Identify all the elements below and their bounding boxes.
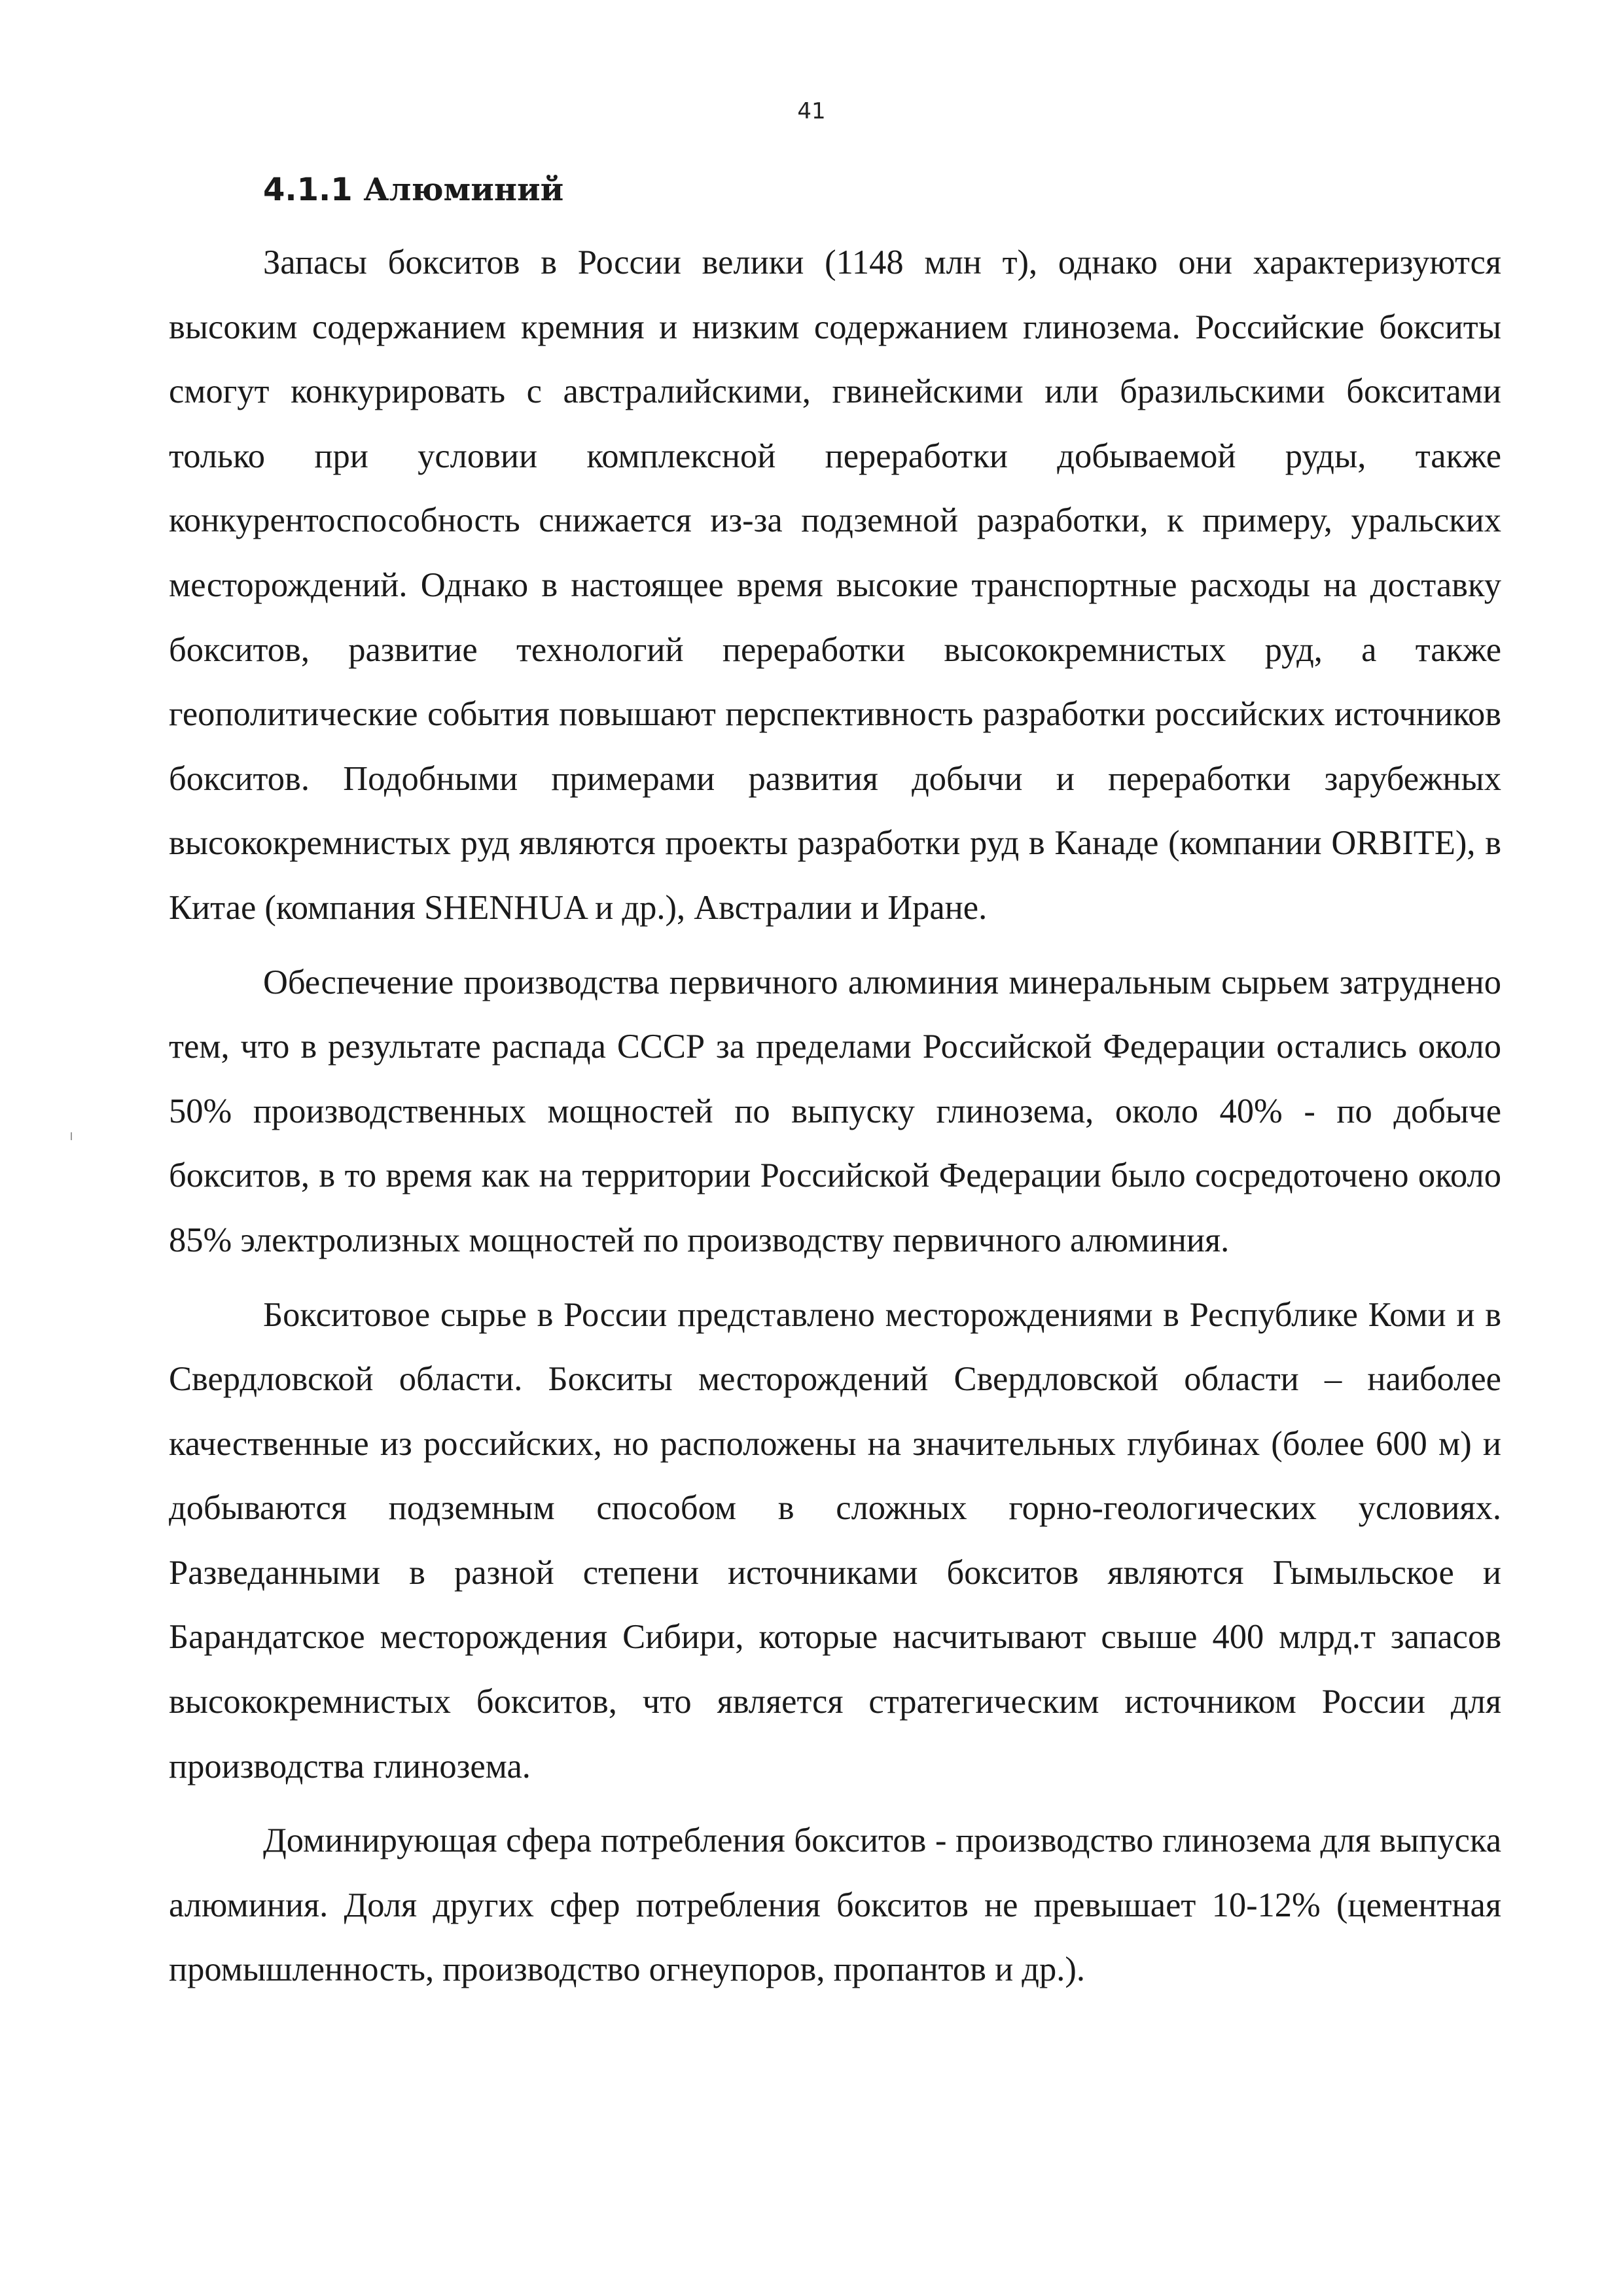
section-number: 4.1.1 — [263, 171, 353, 208]
paragraph-bauxite-deposits: Бокситовое сырье в России представлено месторождениями в Республике Коми и в Свердловской области. Бокситы месторождений Свердловской области – наиболее качественные из российских, но расположены на значительных глубинах (более 600 м) и добываются подземным способом в сложных горно-геологических условиях. Разведанными в разной степени источниками бокситов являются Гымыльское и Барандатское месторождения Сибири, которые насчитывают свыше 400 млрд.т запасов высококремнистых бокситов, что является стратегическим источником России для производства глинозема. — [169, 1295, 1501, 1785]
margin-mark — [71, 1132, 72, 1140]
section-title: Алюминий — [363, 171, 564, 208]
page-number: 41 — [797, 98, 826, 124]
paragraph-bauxite-reserves: Запасы бокситов в России велики (1148 млн т), однако они характеризуются высоким содержанием кремния и низким содержанием глинозема. Российские бокситы смогут конкурировать с австралийскими, гвинейскими или бразильскими бокситами только при условии комплексной переработки добываемой руды, также конкурентоспособность снижается из-за подземной разработки, к примеру, уральских месторождений. Однако в настоящее время высокие транспортные расходы на доставку бокситов, развитие технологий переработки высококремнистых руд, а также геополитические события повышают перспективность разработки российских источников бокситов. Подобными примерами развития добычи и переработки зарубежных высококремнистых руд являются проекты разработки руд в Канаде (компании ORBITE), в Китае (компания SHENHUA и др.), Австралии и Иране. — [169, 243, 1501, 927]
paragraph-bauxite-consumption: Доминирующая сфера потребления бокситов - производство глинозема для выпуска алюминия. Доля других сфер потребления бокситов не превышает 10-12% (цементная промышленность, производство огнеупоров, пропантов и др.). — [169, 1821, 1501, 1989]
body-text — [169, 230, 1501, 2012]
section-heading — [263, 171, 563, 208]
paragraph-primary-aluminum-supply: Обеспечение производства первичного алюминия минеральным сырьем затруднено тем, что в результате распада СССР за пределами Российской Федерации остались около 50% производственных мощностей по выпуску глинозема, около 40% - по добыче бокситов, в то время как на территории Российской Федерации было сосредоточено около 85% электролизных мощностей по производству первичного алюминия. — [169, 963, 1501, 1259]
